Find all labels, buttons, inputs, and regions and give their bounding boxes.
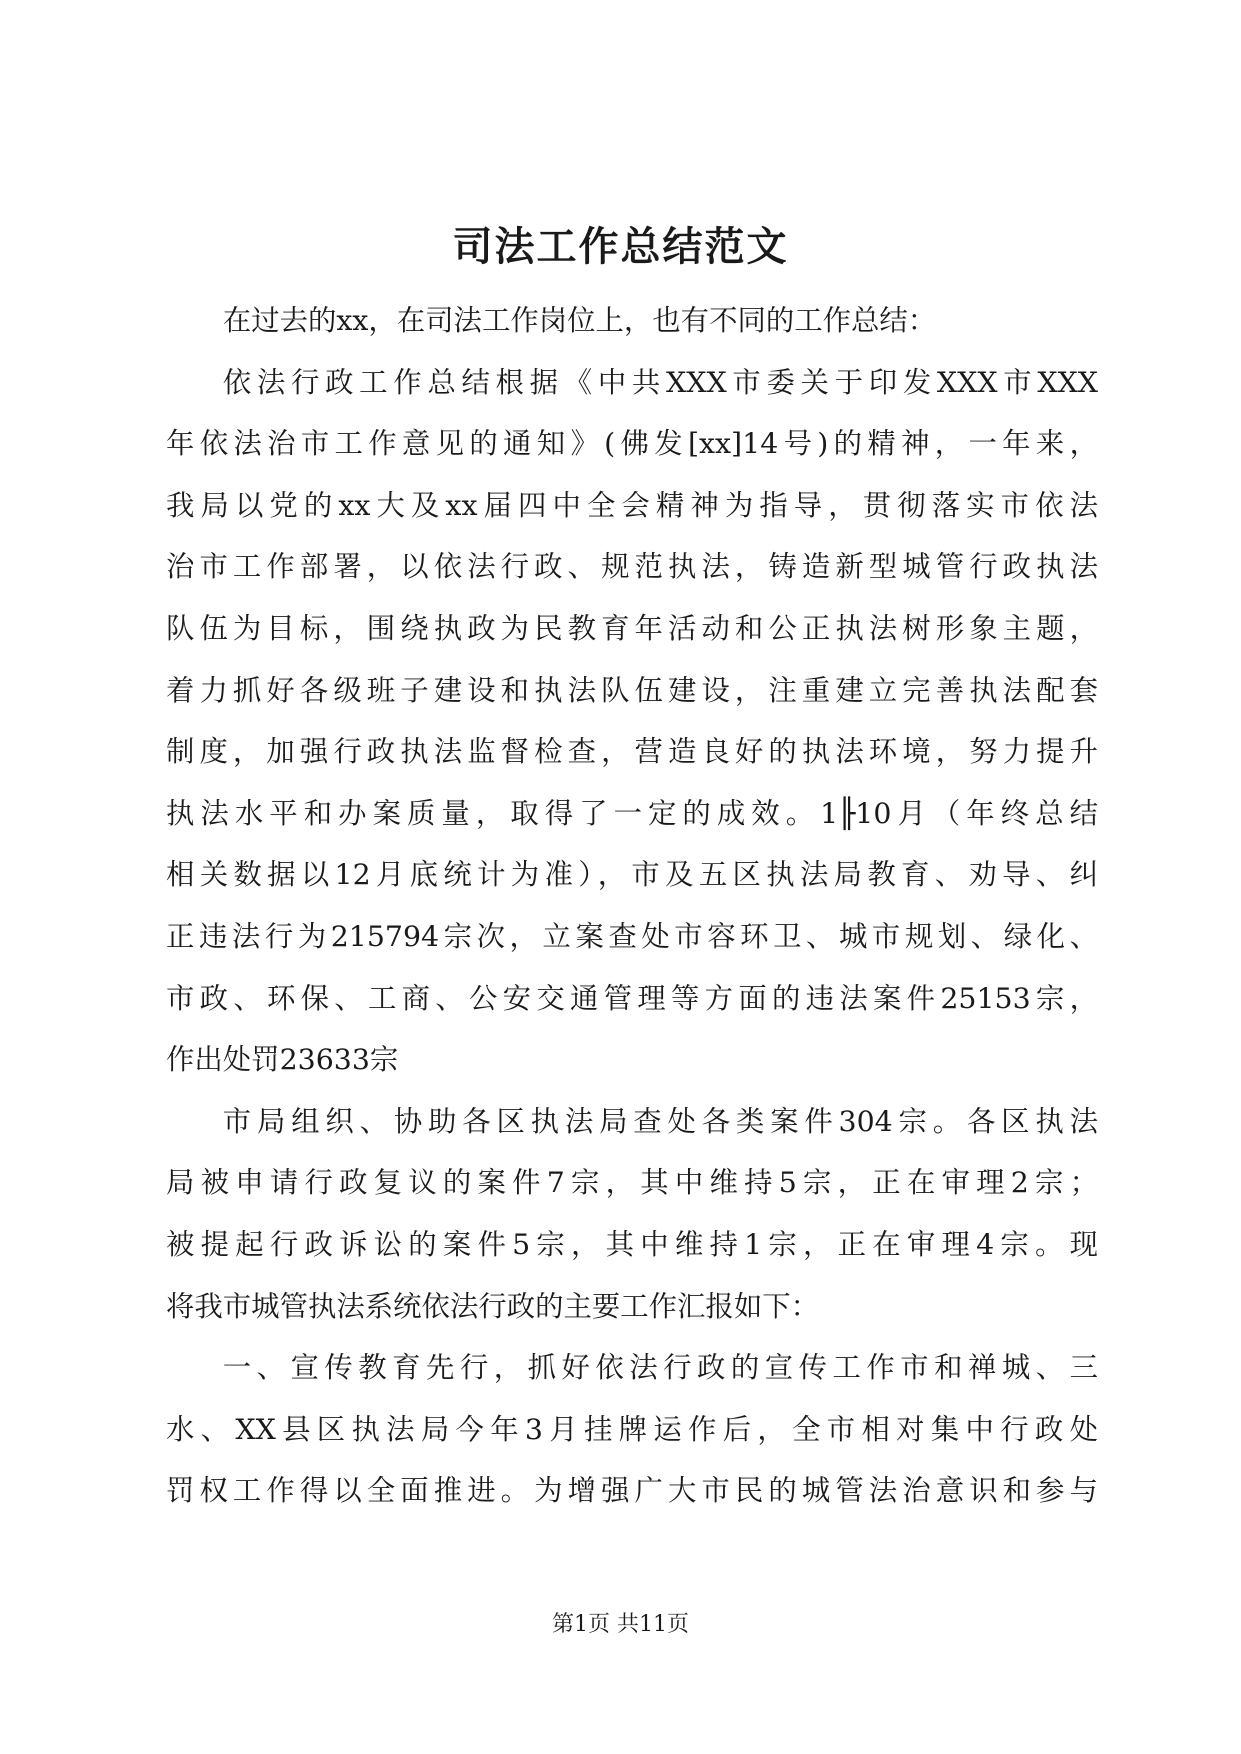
paragraph-section-one: [166, 1337, 1098, 1522]
text-line: 制度，加强行政执法监督检查，营造良好的执法环境，努力提升: [166, 735, 1098, 769]
text-line: 市政、环保、工商、公安交通管理等方面的违法案件25153宗，: [166, 981, 1098, 1015]
text-line: 我局以党的xx大及xx届四中全会精神为指导，贯彻落实市依法: [166, 488, 1098, 522]
text-line: 执法水平和办案质量，取得了一定的成效。1╟10月（年终总结: [166, 796, 1098, 830]
text-line: 水、XX县区执法局今年3月挂牌运作后，全市相对集中行政处: [166, 1412, 1098, 1446]
text-line: 被提起行政诉讼的案件5宗，其中维持1宗，正在审理4宗。现: [166, 1227, 1098, 1261]
text-line: 依法行政工作总结根据《中共XXX市委关于印发XXX市XXX: [222, 365, 1098, 399]
text-line: 罚权工作得以全面推进。为增强广大市民的城管法治意识和参与: [166, 1474, 1098, 1508]
text-line: 作出处罚23633宗: [166, 1043, 399, 1077]
text-line: 一、宣传教育先行，抓好依法行政的宣传工作市和禅城、三: [222, 1351, 1098, 1385]
text-line: 治市工作部署，以依法行政、规范执法，铸造新型城管行政执法: [166, 550, 1098, 584]
text-line: 正违法行为215794宗次，立案查处市容环卫、城市规划、绿化、: [166, 919, 1098, 953]
text-line: 相关数据以12月底统计为准），市及五区执法局教育、劝导、纠: [166, 858, 1098, 892]
paragraph-intro: [166, 290, 1098, 352]
text-line: 将我市城管执法系统依法行政的主要工作汇报如下：: [166, 1289, 819, 1323]
paragraph-summary: [166, 352, 1098, 1091]
text-line: 队伍为目标，围绕执政为民教育年活动和公正执法树形象主题，: [166, 611, 1098, 645]
text-line: 市局组织、协助各区执法局查处各类案件304宗。各区执法: [222, 1104, 1098, 1138]
page-number-footer: 第1页 共11页: [552, 1612, 689, 1637]
text-line: 在过去的xx，在司法工作岗位上，也有不同的工作总结：: [222, 304, 937, 337]
document-body: [166, 290, 1098, 1522]
text-line: 年依法治市工作意见的通知》(佛发[xx]14号)的精神，一年来，: [166, 427, 1098, 461]
text-line: 局被申请行政复议的案件7宗，其中维持5宗，正在审理2宗；: [166, 1166, 1098, 1200]
text-line: 着力抓好各级班子建设和执法队伍建设，注重建立完善执法配套: [166, 673, 1098, 707]
document-title: 司法工作总结范文: [452, 223, 789, 270]
paragraph-cases: [166, 1091, 1098, 1337]
